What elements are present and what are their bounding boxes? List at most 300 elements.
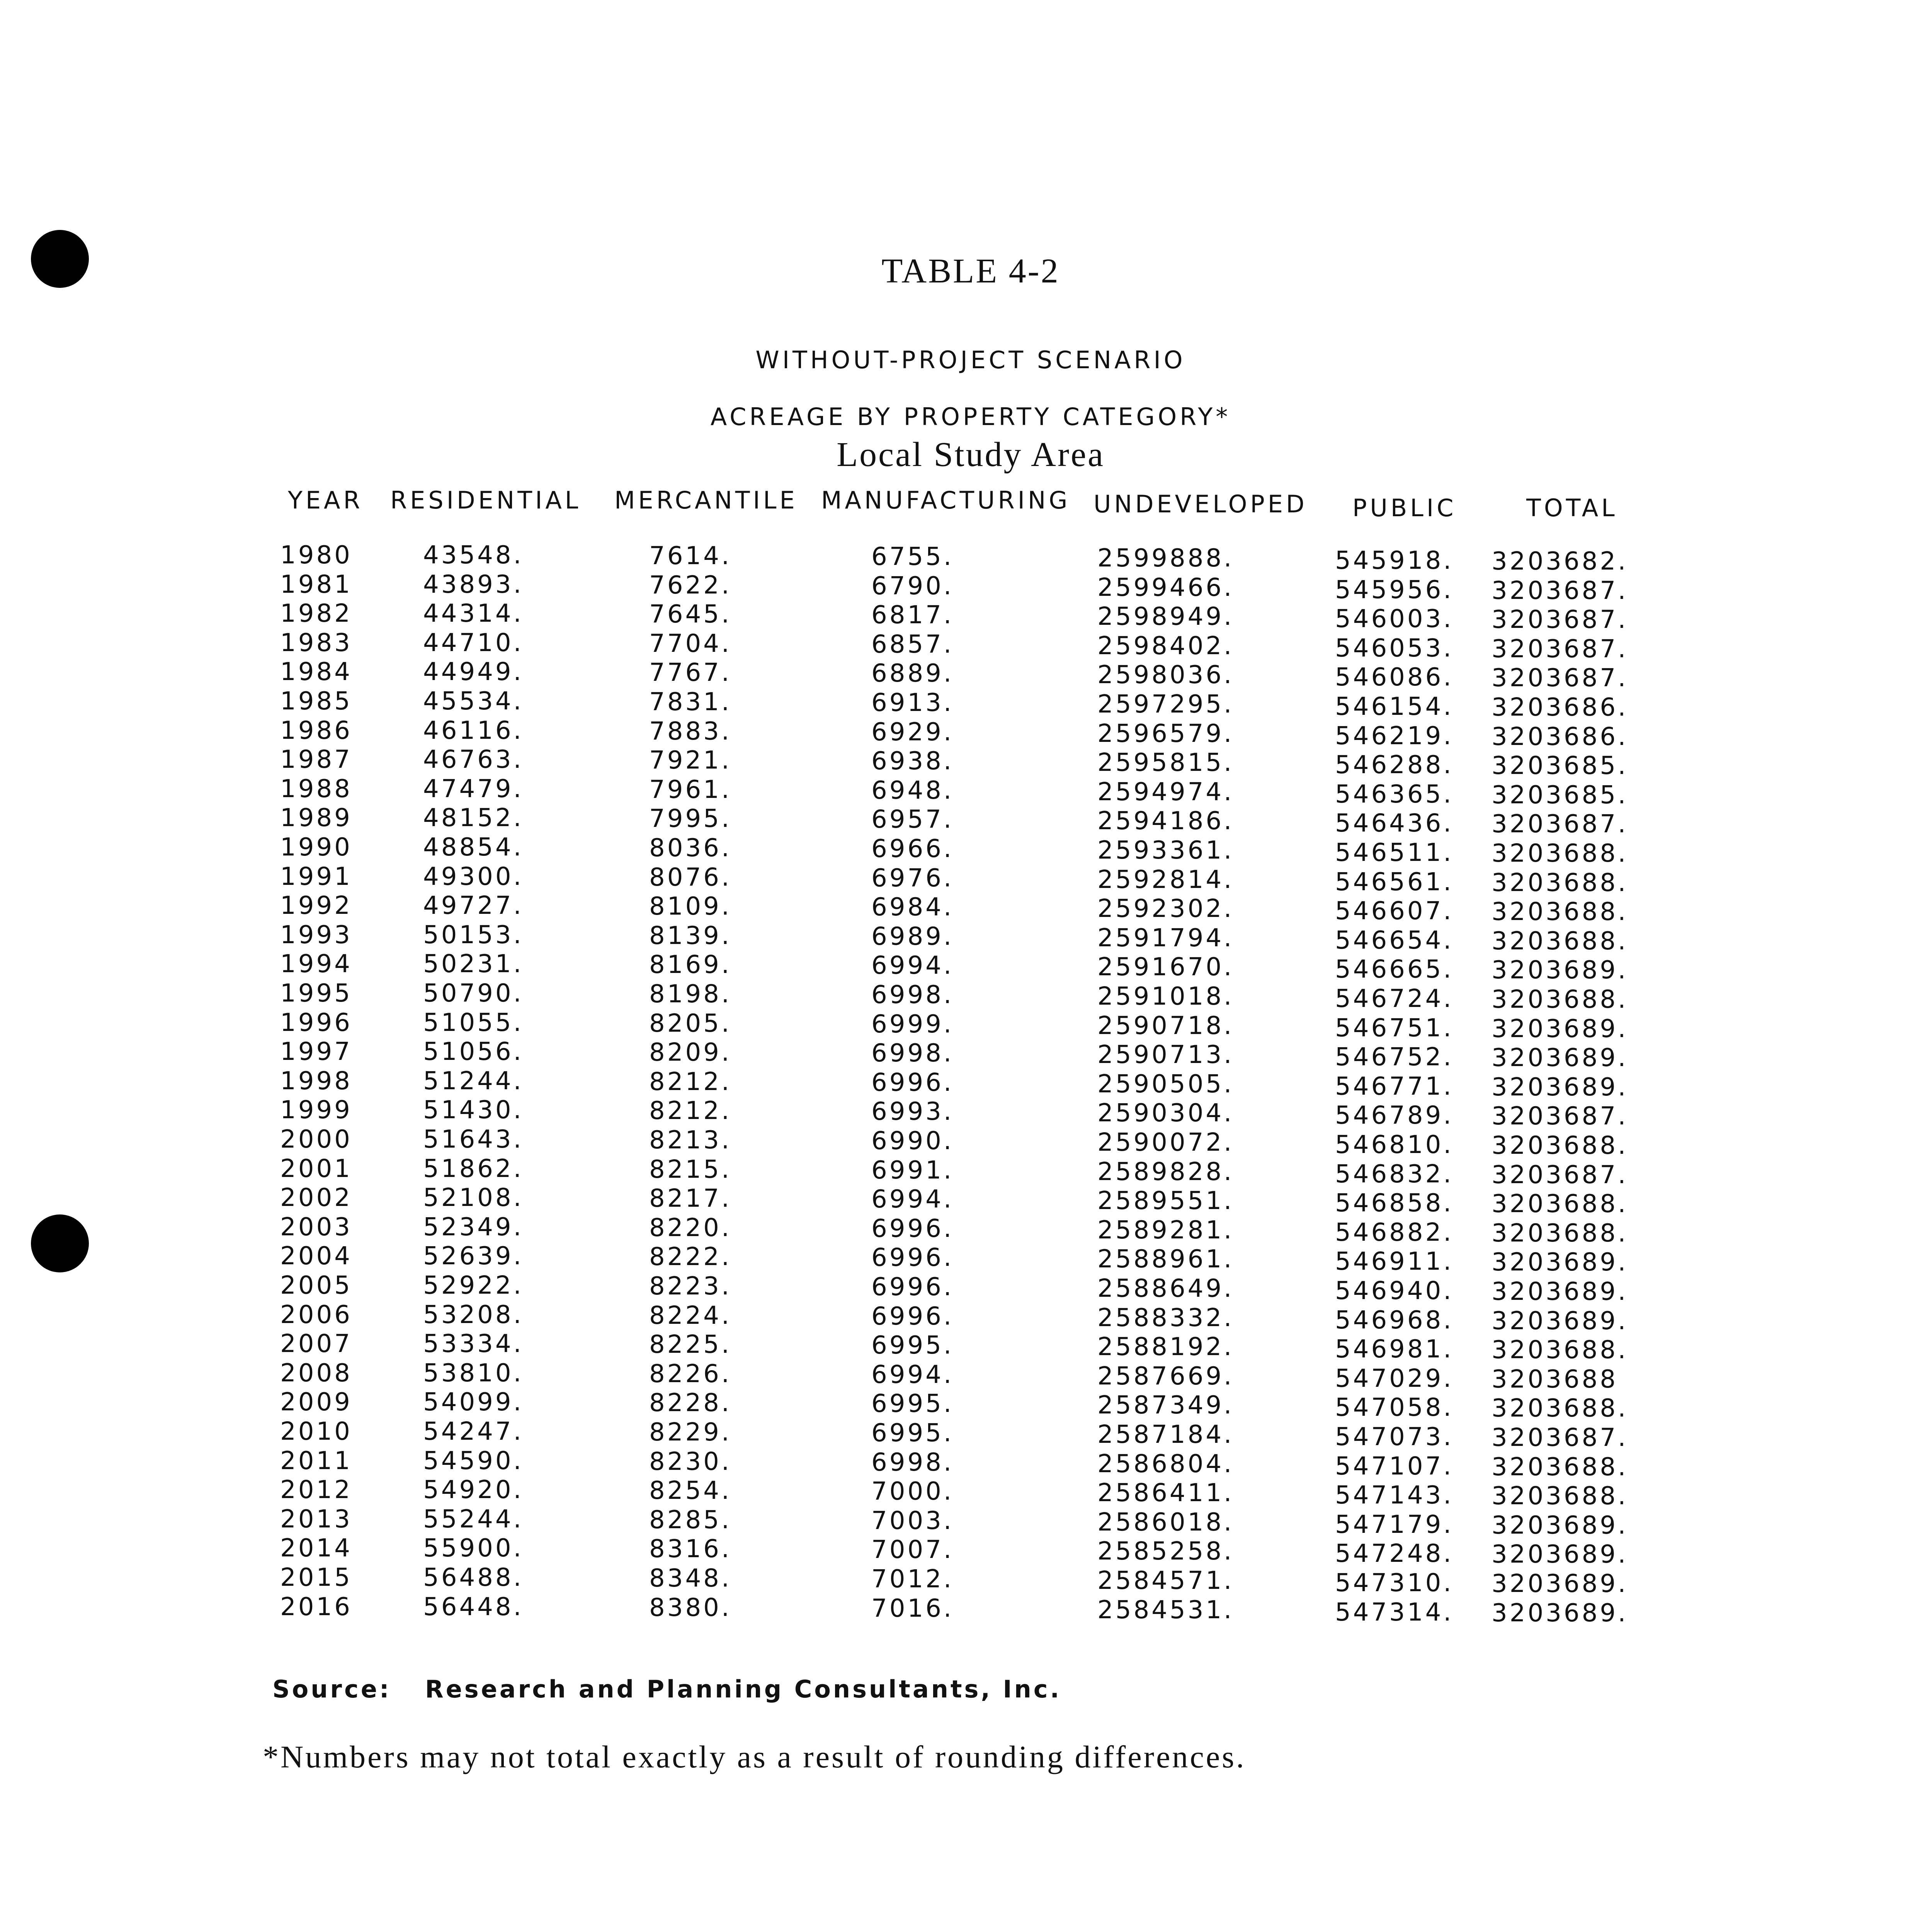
cell-year: 1990 (280, 833, 352, 862)
cell-mercantile: 8139. (649, 921, 732, 950)
cell-total: 3203687. (1492, 634, 1628, 663)
cell-residential: 54920. (423, 1476, 524, 1505)
cell-public: 546751. (1335, 1014, 1454, 1043)
cell-public: 546086. (1335, 663, 1454, 692)
cell-year: 1999 (280, 1096, 352, 1125)
cell-year: 1986 (280, 716, 352, 745)
cell-mercantile: 7704. (649, 629, 732, 658)
cell-total: 3203686. (1492, 693, 1628, 722)
cell-residential: 49727. (423, 891, 524, 920)
cell-total: 3203689. (1492, 1306, 1628, 1335)
table-row (0, 1037, 1932, 1073)
cell-public: 547073. (1335, 1423, 1454, 1451)
cell-year: 1985 (280, 687, 352, 716)
table-row (0, 950, 1932, 985)
cell-mercantile: 7614. (649, 542, 732, 570)
column-header-public: PUBLIC (1352, 494, 1457, 522)
cell-total: 3203687. (1492, 1102, 1628, 1131)
cell-manufacturing: 6790. (871, 571, 954, 600)
cell-public: 546724. (1335, 985, 1454, 1013)
cell-undeveloped: 2592814. (1097, 865, 1234, 894)
cell-total: 3203687. (1492, 576, 1628, 605)
cell-undeveloped: 2597295. (1097, 690, 1234, 719)
cell-public: 546789. (1335, 1101, 1454, 1130)
cell-total: 3203689. (1492, 1511, 1628, 1540)
cell-mercantile: 8036. (649, 834, 732, 862)
cell-public: 546911. (1335, 1247, 1454, 1276)
cell-residential: 50231. (423, 950, 524, 979)
cell-residential: 44710. (423, 628, 524, 657)
cell-public: 547248. (1335, 1539, 1454, 1568)
cell-total: 3203688. (1492, 985, 1628, 1014)
cell-mercantile: 8109. (649, 892, 732, 921)
cell-mercantile: 8229. (649, 1418, 732, 1447)
cell-manufacturing: 6913. (871, 689, 954, 717)
cell-total: 3203688. (1492, 1336, 1628, 1365)
cell-year: 2003 (280, 1213, 352, 1242)
cell-total: 3203688. (1492, 1190, 1628, 1219)
table-row (0, 920, 1932, 956)
cell-public: 546832. (1335, 1160, 1454, 1189)
cell-total: 3203686. (1492, 722, 1628, 751)
cell-manufacturing: 6998. (871, 1039, 954, 1068)
cell-manufacturing: 7003. (871, 1506, 954, 1535)
cell-public: 546882. (1335, 1218, 1454, 1247)
cell-residential: 52639. (423, 1242, 524, 1271)
cell-mercantile: 8198. (649, 980, 732, 1009)
cell-undeveloped: 2584531. (1097, 1595, 1234, 1624)
cell-mercantile: 8254. (649, 1476, 732, 1505)
cell-manufacturing: 6857. (871, 630, 954, 659)
cell-mercantile: 8228. (649, 1389, 732, 1418)
cell-year: 1997 (280, 1037, 352, 1066)
cell-mercantile: 8285. (649, 1505, 732, 1534)
cell-total: 3203687. (1492, 1160, 1628, 1189)
table-row (0, 570, 1932, 605)
study-area-title: Local Study Area (837, 435, 1105, 474)
cell-manufacturing: 6995. (871, 1331, 954, 1360)
cell-residential: 43548. (423, 541, 524, 570)
cell-residential: 50790. (423, 979, 524, 1008)
table-row (0, 891, 1932, 927)
cell-manufacturing: 6996. (871, 1068, 954, 1097)
footnote: *Numbers may not total exactly as a result of rounding differences. (263, 1739, 1246, 1774)
cell-manufacturing: 6996. (871, 1273, 954, 1301)
cell-mercantile: 8226. (649, 1359, 732, 1388)
cell-total: 3203688. (1492, 1131, 1628, 1160)
cell-residential: 53334. (423, 1330, 524, 1359)
column-header-year: YEAR (288, 486, 363, 514)
cell-residential: 53208. (423, 1300, 524, 1329)
cell-mercantile: 8213. (649, 1126, 732, 1155)
cell-total: 3203687. (1492, 605, 1628, 634)
cell-year: 1980 (280, 541, 352, 570)
table-row (0, 1592, 1932, 1628)
table-row (0, 774, 1932, 810)
table-row (0, 1476, 1932, 1511)
cell-total: 3203689. (1492, 1014, 1628, 1043)
source-line (272, 1675, 1061, 1703)
cell-manufacturing: 6817. (871, 601, 954, 630)
cell-public: 546053. (1335, 634, 1454, 663)
cell-residential: 44949. (423, 658, 524, 687)
cell-residential: 52349. (423, 1213, 524, 1242)
cell-year: 2004 (280, 1242, 352, 1271)
cell-year: 1994 (280, 950, 352, 979)
column-header-total: TOTAL (1526, 494, 1618, 522)
table-row (0, 833, 1932, 868)
cell-year: 1991 (280, 862, 352, 891)
cell-year: 2011 (280, 1446, 352, 1475)
cell-public: 546288. (1335, 751, 1454, 780)
cell-public: 547179. (1335, 1510, 1454, 1539)
cell-undeveloped: 2599466. (1097, 573, 1234, 602)
table-row (0, 1184, 1932, 1219)
cell-year: 1992 (280, 891, 352, 920)
cell-manufacturing: 6999. (871, 1010, 954, 1039)
cell-undeveloped: 2585258. (1097, 1537, 1234, 1566)
cell-year: 2006 (280, 1300, 352, 1329)
cell-residential: 47479. (423, 774, 524, 803)
cell-mercantile: 7831. (649, 688, 732, 716)
table-row (0, 1505, 1932, 1540)
cell-undeveloped: 2590072. (1097, 1128, 1234, 1157)
cell-mercantile: 8380. (649, 1593, 732, 1622)
cell-mercantile: 8212. (649, 1067, 732, 1096)
cell-mercantile: 8225. (649, 1330, 732, 1359)
table-row (0, 1154, 1932, 1189)
column-header-residential: RESIDENTIAL (390, 486, 582, 514)
cell-public: 546771. (1335, 1072, 1454, 1101)
cell-undeveloped: 2592302. (1097, 895, 1234, 923)
cell-total: 3203687. (1492, 1423, 1628, 1452)
cell-undeveloped: 2586018. (1097, 1508, 1234, 1537)
cell-manufacturing: 6995. (871, 1419, 954, 1447)
cell-year: 2005 (280, 1271, 352, 1300)
table-subtitle: ACREAGE BY PROPERTY CATEGORY* (710, 403, 1231, 431)
cell-total: 3203689. (1492, 1248, 1628, 1277)
cell-undeveloped: 2591018. (1097, 982, 1234, 1011)
cell-undeveloped: 2588192. (1097, 1333, 1234, 1362)
cell-mercantile: 8215. (649, 1155, 732, 1184)
column-header-undeveloped: UNDEVELOPED (1094, 490, 1308, 518)
cell-total: 3203688. (1492, 868, 1628, 897)
table-row (0, 1446, 1932, 1481)
cell-mercantile: 8217. (649, 1184, 732, 1213)
cell-residential: 53810. (423, 1359, 524, 1388)
cell-year: 1995 (280, 979, 352, 1008)
table-number: TABLE 4-2 (881, 252, 1060, 290)
cell-mercantile: 7995. (649, 804, 732, 833)
cell-undeveloped: 2588649. (1097, 1274, 1234, 1303)
cell-public: 547107. (1335, 1452, 1454, 1481)
table-row (0, 1066, 1932, 1102)
table-row (0, 1330, 1932, 1365)
cell-total: 3203689. (1492, 956, 1628, 985)
cell-year: 2012 (280, 1476, 352, 1505)
table-row (0, 1534, 1932, 1569)
cell-mercantile: 8169. (649, 951, 732, 980)
cell-year: 2014 (280, 1534, 352, 1563)
cell-undeveloped: 2590304. (1097, 1099, 1234, 1128)
cell-total: 3203689. (1492, 1599, 1628, 1628)
cell-undeveloped: 2594974. (1097, 777, 1234, 806)
cell-total: 3203689. (1492, 1540, 1628, 1569)
table-row (0, 1125, 1932, 1160)
cell-mercantile: 8222. (649, 1243, 732, 1272)
cell-undeveloped: 2599888. (1097, 544, 1234, 573)
cell-residential: 54247. (423, 1417, 524, 1446)
cell-year: 2013 (280, 1505, 352, 1534)
cell-year: 2010 (280, 1417, 352, 1446)
table-row (0, 541, 1932, 576)
cell-undeveloped: 2598036. (1097, 661, 1234, 690)
cell-total: 3203687. (1492, 664, 1628, 693)
cell-total: 3203685. (1492, 752, 1628, 781)
cell-mercantile: 8223. (649, 1272, 732, 1301)
cell-manufacturing: 6889. (871, 659, 954, 688)
table-row (0, 804, 1932, 839)
cell-mercantile: 8209. (649, 1038, 732, 1067)
cell-residential: 56488. (423, 1563, 524, 1592)
cell-total: 3203688. (1492, 839, 1628, 868)
cell-mercantile: 8220. (649, 1213, 732, 1242)
cell-residential: 51430. (423, 1096, 524, 1125)
cell-undeveloped: 2593361. (1097, 836, 1234, 865)
cell-residential: 48152. (423, 804, 524, 833)
cell-undeveloped: 2589281. (1097, 1216, 1234, 1245)
cell-manufacturing: 6998. (871, 981, 954, 1009)
cell-public: 546607. (1335, 897, 1454, 926)
cell-manufacturing: 7007. (871, 1536, 954, 1565)
cell-undeveloped: 2598402. (1097, 631, 1234, 660)
table-row (0, 745, 1932, 781)
cell-undeveloped: 2590718. (1097, 1011, 1234, 1040)
cell-residential: 46116. (423, 716, 524, 745)
cell-public: 546968. (1335, 1306, 1454, 1335)
cell-mercantile: 7622. (649, 571, 732, 600)
cell-mercantile: 7645. (649, 600, 732, 629)
cell-mercantile: 7883. (649, 717, 732, 746)
cell-undeveloped: 2589828. (1097, 1157, 1234, 1186)
cell-undeveloped: 2586411. (1097, 1479, 1234, 1508)
cell-residential: 45534. (423, 687, 524, 716)
cell-mercantile: 8205. (649, 1009, 732, 1038)
cell-manufacturing: 6996. (871, 1243, 954, 1272)
cell-year: 2002 (280, 1184, 352, 1213)
cell-manufacturing: 6976. (871, 864, 954, 893)
cell-manufacturing: 7016. (871, 1594, 954, 1623)
cell-manufacturing: 6994. (871, 1185, 954, 1214)
cell-public: 547310. (1335, 1569, 1454, 1597)
cell-year: 1988 (280, 774, 352, 803)
cell-total: 3203688. (1492, 1452, 1628, 1481)
table-row (0, 1213, 1932, 1248)
cell-residential: 50153. (423, 920, 524, 949)
cell-undeveloped: 2596579. (1097, 719, 1234, 748)
cell-undeveloped: 2588332. (1097, 1303, 1234, 1332)
cell-public: 546154. (1335, 692, 1454, 721)
cell-undeveloped: 2598949. (1097, 602, 1234, 631)
cell-year: 1993 (280, 920, 352, 949)
cell-residential: 46763. (423, 745, 524, 774)
cell-year: 1998 (280, 1066, 352, 1095)
cell-manufacturing: 7000. (871, 1477, 954, 1506)
cell-total: 3203688. (1492, 898, 1628, 927)
cell-year: 1982 (280, 599, 352, 628)
cell-mercantile: 8224. (649, 1301, 732, 1330)
cell-public: 546654. (1335, 926, 1454, 955)
cell-undeveloped: 2588961. (1097, 1245, 1234, 1274)
table-row (0, 979, 1932, 1014)
cell-public: 546810. (1335, 1131, 1454, 1159)
cell-public: 547314. (1335, 1598, 1454, 1627)
cell-undeveloped: 2586804. (1097, 1449, 1234, 1478)
cell-public: 546511. (1335, 838, 1454, 867)
cell-undeveloped: 2587184. (1097, 1420, 1234, 1449)
cell-residential: 54099. (423, 1388, 524, 1417)
cell-public: 546219. (1335, 721, 1454, 750)
source-label: Source: (272, 1675, 391, 1703)
cell-year: 2015 (280, 1563, 352, 1592)
table-row (0, 1359, 1932, 1394)
cell-public: 547029. (1335, 1364, 1454, 1393)
cell-total: 3203689. (1492, 1277, 1628, 1306)
cell-year: 2008 (280, 1359, 352, 1388)
cell-residential: 51056. (423, 1037, 524, 1066)
cell-manufacturing: 6990. (871, 1127, 954, 1155)
cell-undeveloped: 2591670. (1097, 953, 1234, 982)
cell-undeveloped: 2590505. (1097, 1070, 1234, 1099)
cell-year: 1984 (280, 658, 352, 687)
table-row (0, 628, 1932, 663)
cell-public: 546365. (1335, 780, 1454, 809)
cell-manufacturing: 6995. (871, 1389, 954, 1418)
cell-public: 546436. (1335, 809, 1454, 838)
table-row (0, 1300, 1932, 1335)
cell-residential: 51643. (423, 1125, 524, 1154)
cell-total: 3203688. (1492, 1394, 1628, 1423)
cell-year: 2007 (280, 1330, 352, 1359)
cell-residential: 52108. (423, 1184, 524, 1213)
cell-residential: 55900. (423, 1534, 524, 1563)
cell-public: 546665. (1335, 955, 1454, 984)
cell-undeveloped: 2594186. (1097, 807, 1234, 836)
cell-manufacturing: 6929. (871, 718, 954, 747)
cell-residential: 44314. (423, 599, 524, 628)
cell-public: 546981. (1335, 1335, 1454, 1364)
cell-year: 1989 (280, 804, 352, 833)
table-row (0, 862, 1932, 897)
cell-year: 2001 (280, 1154, 352, 1183)
cell-manufacturing: 6993. (871, 1097, 954, 1126)
cell-undeveloped: 2587669. (1097, 1362, 1234, 1391)
cell-mercantile: 8212. (649, 1097, 732, 1126)
cell-public: 546003. (1335, 605, 1454, 634)
cell-residential: 55244. (423, 1505, 524, 1534)
cell-manufacturing: 6938. (871, 747, 954, 776)
cell-public: 546561. (1335, 867, 1454, 896)
cell-manufacturing: 6996. (871, 1302, 954, 1331)
table-row (0, 1388, 1932, 1423)
cell-year: 2009 (280, 1388, 352, 1417)
table-row (0, 1242, 1932, 1277)
cell-year: 2000 (280, 1125, 352, 1154)
column-header-manufacturing: MANUFACTURING (821, 486, 1071, 514)
cell-manufacturing: 6989. (871, 922, 954, 951)
cell-undeveloped: 2591794. (1097, 923, 1234, 952)
cell-undeveloped: 2595815. (1097, 748, 1234, 777)
cell-public: 547058. (1335, 1393, 1454, 1422)
cell-year: 1987 (280, 745, 352, 774)
cell-mercantile: 7961. (649, 775, 732, 804)
scenario-title: WITHOUT-PROJECT SCENARIO (755, 346, 1186, 374)
cell-manufacturing: 6966. (871, 835, 954, 863)
cell-mercantile: 8348. (649, 1564, 732, 1593)
cell-residential: 48854. (423, 833, 524, 862)
cell-total: 3203689. (1492, 1073, 1628, 1102)
cell-total: 3203688 (1492, 1365, 1618, 1394)
cell-mercantile: 7921. (649, 746, 732, 775)
table-row (0, 599, 1932, 634)
cell-year: 1981 (280, 570, 352, 599)
cell-residential: 43893. (423, 570, 524, 599)
cell-residential: 54590. (423, 1446, 524, 1475)
cell-undeveloped: 2589551. (1097, 1187, 1234, 1216)
cell-undeveloped: 2584571. (1097, 1566, 1234, 1595)
cell-public: 547143. (1335, 1481, 1454, 1510)
cell-public: 546940. (1335, 1277, 1454, 1305)
table-row (0, 1271, 1932, 1306)
cell-manufacturing: 6998. (871, 1448, 954, 1477)
cell-total: 3203688. (1492, 1219, 1628, 1248)
cell-residential: 51055. (423, 1008, 524, 1037)
table-row (0, 1096, 1932, 1131)
table-row (0, 1417, 1932, 1452)
cell-residential: 51862. (423, 1154, 524, 1183)
cell-manufacturing: 6755. (871, 543, 954, 571)
cell-year: 2016 (280, 1592, 352, 1621)
cell-total: 3203687. (1492, 810, 1628, 839)
table-row (0, 658, 1932, 693)
cell-public: 546752. (1335, 1043, 1454, 1072)
cell-manufacturing: 7012. (871, 1565, 954, 1594)
cell-year: 1996 (280, 1008, 352, 1037)
cell-total: 3203682. (1492, 547, 1628, 576)
cell-manufacturing: 6984. (871, 893, 954, 922)
table-row (0, 1563, 1932, 1598)
cell-total: 3203688. (1492, 1482, 1628, 1511)
cell-manufacturing: 6991. (871, 1156, 954, 1185)
cell-year: 1983 (280, 628, 352, 657)
cell-public: 546858. (1335, 1189, 1454, 1218)
cell-manufacturing: 6994. (871, 1360, 954, 1389)
cell-mercantile: 7767. (649, 658, 732, 687)
cell-total: 3203688. (1492, 927, 1628, 956)
cell-total: 3203685. (1492, 781, 1628, 810)
cell-residential: 52922. (423, 1271, 524, 1300)
cell-mercantile: 8076. (649, 863, 732, 892)
cell-total: 3203689. (1492, 1044, 1628, 1073)
cell-undeveloped: 2587349. (1097, 1391, 1234, 1420)
cell-manufacturing: 6957. (871, 805, 954, 834)
cell-manufacturing: 6996. (871, 1214, 954, 1243)
column-header-mercantile: MERCANTILE (614, 486, 798, 514)
table-row (0, 1008, 1932, 1043)
cell-public: 545956. (1335, 575, 1454, 604)
table-row (0, 716, 1932, 751)
cell-mercantile: 8230. (649, 1447, 732, 1476)
